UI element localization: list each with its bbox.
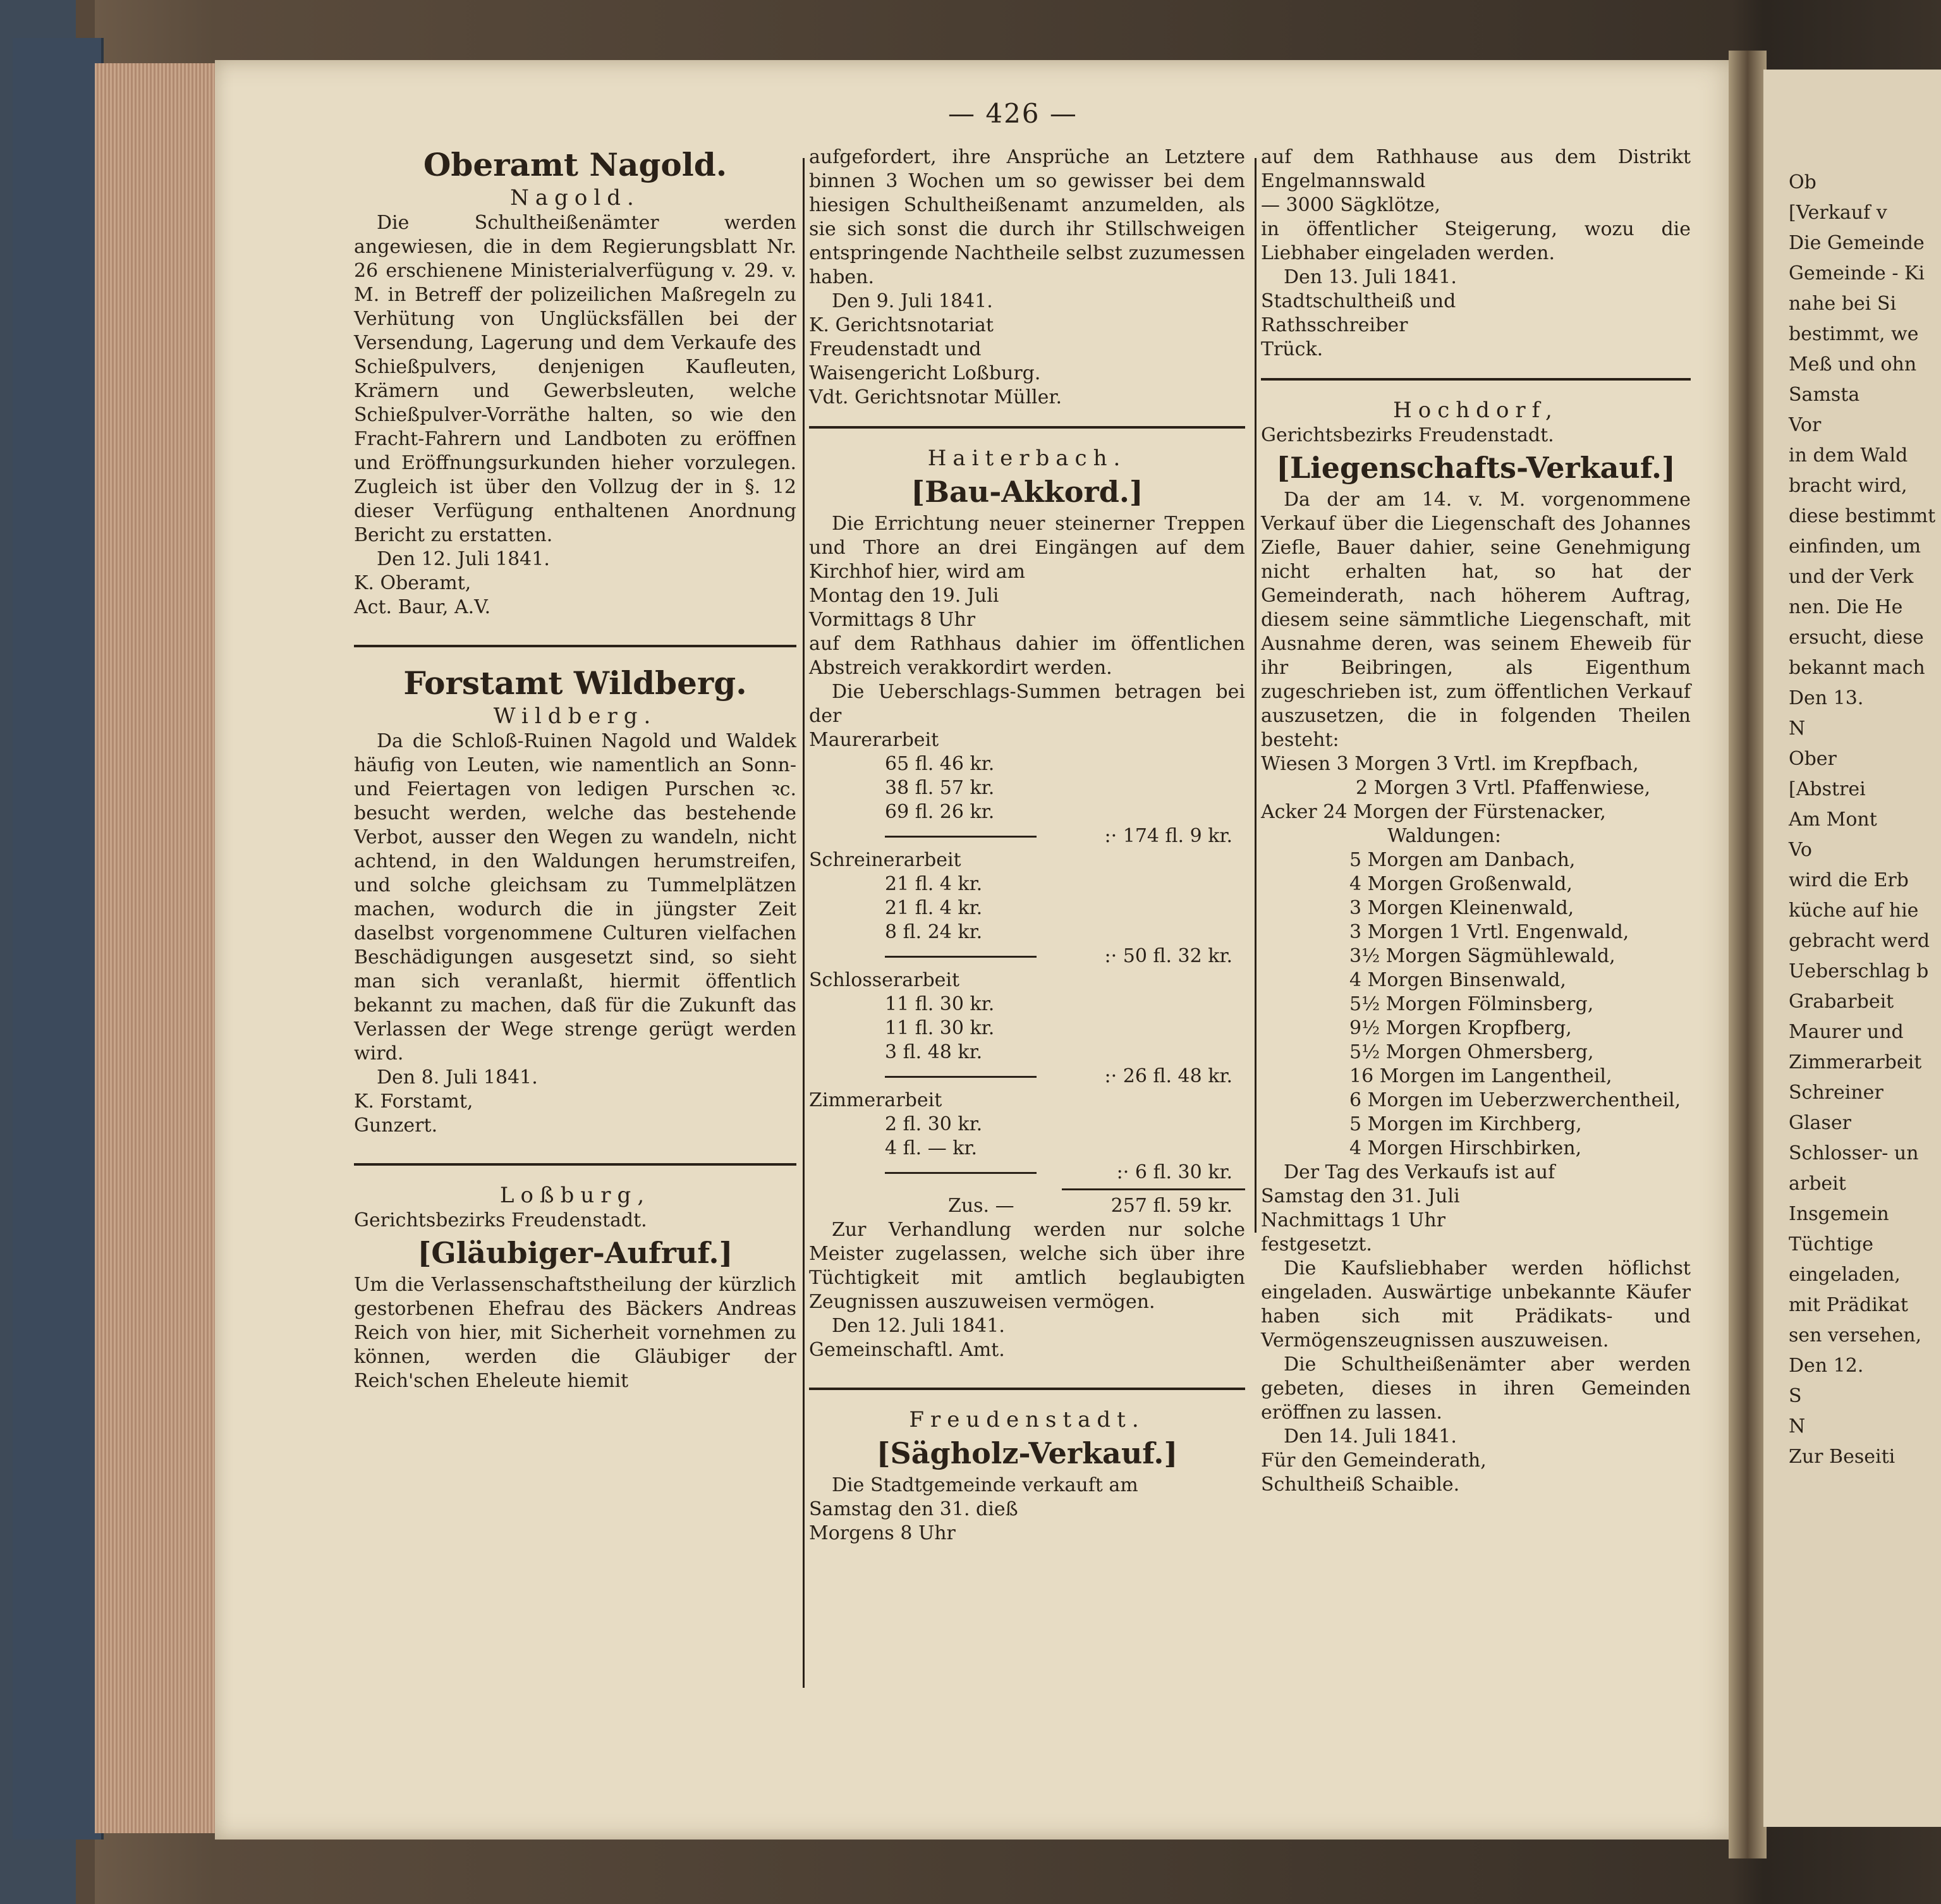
section-district: Gerichtsbezirks Freudenstadt. <box>1261 424 1554 446</box>
property-item: 16 Morgen im Langentheil, <box>1349 1065 1612 1087</box>
page-number: — 426 — <box>948 98 1078 129</box>
property-item: 5½ Morgen Fölminsberg, <box>1349 993 1594 1015</box>
auction-time: Nachmittags 1 Uhr <box>1261 1209 1446 1231</box>
auction-day: Montag den 19. Juli <box>809 585 999 607</box>
cost-item: 69 fl. 26 kr. <box>885 801 995 823</box>
right-page-line: Maurer und <box>1789 1021 1904 1043</box>
section-body: festgesetzt. <box>1261 1233 1372 1255</box>
cost-item: 8 fl. 24 kr. <box>885 921 983 943</box>
auction-day: Samstag den 31. dieß <box>809 1498 1018 1520</box>
right-page-line: Zimmerarbeit <box>1789 1051 1922 1073</box>
property-item: 9½ Morgen Kropfberg, <box>1349 1017 1572 1039</box>
property-item: 5 Morgen im Kirchberg, <box>1349 1113 1582 1135</box>
section-body: auf dem Rathhaus dahier im öffentlichen Abstreich verakkordirt werden. <box>809 633 1245 679</box>
right-page-line: gebracht werd <box>1789 930 1930 952</box>
right-page-line: Den 12. <box>1789 1355 1864 1377</box>
signature-2: Freudenstadt und <box>809 338 982 360</box>
section-title: Oberamt Nagold. <box>423 146 727 183</box>
right-page-line: in dem Wald <box>1789 444 1908 467</box>
property-item: 5 Morgen am Danbach, <box>1349 849 1576 871</box>
section-title: [Liegenschafts-Verkauf.] <box>1276 451 1676 485</box>
cost-group-label: Schreinerarbeit <box>809 849 961 871</box>
right-page-line: einfinden, um <box>1789 535 1921 558</box>
cost-item: 3 fl. 48 kr. <box>885 1041 983 1063</box>
property-item: Waldungen: <box>1387 825 1501 847</box>
total-line <box>885 1172 1037 1174</box>
right-page-line: und der Verk <box>1789 566 1914 588</box>
section-title: [Gläubiger-Aufruf.] <box>417 1236 733 1270</box>
column-2 <box>809 145 1245 1546</box>
right-page-line: Am Mont <box>1789 809 1877 831</box>
signature: Gemeinschaftl. Amt. <box>809 1339 1005 1361</box>
cost-total: :· 6 fl. 30 kr. <box>1116 1161 1232 1183</box>
signature-2: Schultheiß Schaible. <box>1261 1474 1460 1496</box>
right-page-line: Ueberschlag b <box>1789 960 1929 982</box>
continued-text: aufgefordert, ihre Ansprüche an Letztere binnen 3 Wochen um so gewisser bei dem hiesigen Schultheißenamt anzumelden, als sie sich sonst die durch ihr Stillschweigen entspringende Nachtheile selbst zuzumessen haben. <box>809 146 1245 288</box>
right-page-line: ersucht, diese <box>1789 626 1924 649</box>
property-item: 4 Morgen Großenwald, <box>1349 873 1573 895</box>
sum-value: 257 fl. 59 kr. <box>1110 1195 1232 1217</box>
right-page-line: Schreiner <box>1789 1082 1883 1104</box>
right-page-line: Ob <box>1789 171 1816 193</box>
continued-text: in öffentlicher Steigerung, wozu die Liebhaber eingeladen werden. <box>1261 218 1691 264</box>
right-page-line: bracht wird, <box>1789 475 1908 497</box>
cost-total: :· 26 fl. 48 kr. <box>1104 1065 1232 1087</box>
signature-3: Trück. <box>1261 338 1323 360</box>
right-page-line: Vor <box>1789 414 1822 436</box>
total-line <box>885 836 1037 838</box>
cost-groups <box>809 728 1245 1185</box>
cost-total: :· 50 fl. 32 kr. <box>1104 945 1232 967</box>
cost-item: 65 fl. 46 kr. <box>885 753 995 775</box>
property-list <box>1261 752 1691 1161</box>
signature-3: Waisengericht Loßburg. <box>809 362 1041 384</box>
continued-text: auf dem Rathhause aus dem Distrikt Engelmannswald <box>1261 146 1691 192</box>
page-edges <box>95 63 221 1833</box>
right-page-line: [Verkauf v <box>1789 202 1887 224</box>
right-page-line: wird die Erb <box>1789 869 1909 891</box>
section-body: Die Kaufsliebhaber werden höflichst eingeladen. Auswärtige unbekannte Käufer haben sich mit Prädikats- und Vermögenszeugnissen auszuweisen. <box>1261 1257 1691 1352</box>
section-date: Den 12. Juli 1841. <box>832 1315 1005 1337</box>
total-line <box>885 956 1037 958</box>
right-page-line: Schlosser- un <box>1789 1142 1919 1164</box>
right-page <box>1763 70 1941 1827</box>
right-page-text <box>1789 171 1935 1475</box>
section-date: Den 13. Juli 1841. <box>1284 266 1457 288</box>
right-page-line: diese bestimmt <box>1789 505 1936 527</box>
right-page-line: Samsta <box>1789 384 1860 406</box>
auction-time: Morgens 8 Uhr <box>809 1522 956 1544</box>
section-body: Die Errichtung neuer steinerner Treppen und Thore an drei Eingängen auf dem Kirchhof hier, wird am <box>809 513 1245 583</box>
cost-total-row <box>809 1161 1245 1185</box>
signature-1: K. Oberamt, <box>354 572 472 594</box>
right-page-line: [Abstrei <box>1789 778 1866 800</box>
property-item: 4 Morgen Binsenwald, <box>1349 969 1566 991</box>
section-body: Der Tag des Verkaufs ist auf <box>1284 1161 1555 1183</box>
cost-item: 38 fl. 57 kr. <box>885 777 995 799</box>
section-title: [Bau-Akkord.] <box>911 475 1143 509</box>
section-date: Den 8. Juli 1841. <box>377 1066 538 1089</box>
signature-2: Gunzert. <box>354 1114 438 1137</box>
cost-total-row <box>809 1065 1245 1089</box>
right-page-line: nen. Die He <box>1789 596 1903 618</box>
property-item: 2 Morgen 3 Vrtl. Pfaffenwiese, <box>1356 777 1651 799</box>
section-place: Loßburg, <box>499 1183 651 1208</box>
cost-total-row <box>809 944 1245 968</box>
right-page-line: N <box>1789 1415 1806 1437</box>
column-rule <box>803 158 805 1688</box>
right-page-line: N <box>1789 717 1806 740</box>
cost-total: :· 174 fl. 9 kr. <box>1104 825 1232 847</box>
section-place: Nagold. <box>510 185 640 211</box>
section-title: Forstamt Wildberg. <box>403 664 747 702</box>
signature-1: K. Gerichtsnotariat <box>809 314 994 336</box>
book-cover <box>13 38 104 1840</box>
section-separator <box>354 1163 796 1166</box>
section-place: Haiterbach. <box>927 446 1127 471</box>
right-page-line: Gemeinde - Ki <box>1789 262 1925 284</box>
property-item: Acker 24 Morgen der Fürstenacker, <box>1261 801 1606 823</box>
sum-label: Zus. — <box>948 1195 1014 1217</box>
property-item: 3 Morgen Kleinenwald, <box>1349 897 1574 919</box>
right-page-line: nahe bei Si <box>1789 293 1897 315</box>
section-date: Den 9. Juli 1841. <box>832 290 993 312</box>
section-place: Hochdorf, <box>1393 398 1559 423</box>
property-item: Wiesen 3 Morgen 3 Vrtl. im Krepfbach, <box>1261 753 1639 775</box>
column-rule <box>1255 158 1256 1233</box>
section-district: Gerichtsbezirks Freudenstadt. <box>354 1209 647 1231</box>
section-place: Freudenstadt. <box>909 1407 1145 1432</box>
cost-item: 11 fl. 30 kr. <box>885 1017 995 1039</box>
signature-1: K. Forstamt, <box>354 1090 473 1113</box>
cost-item: 4 fl. — kr. <box>885 1137 978 1159</box>
section-body: Da die Schloß-Ruinen Nagold und Waldek häufig von Leuten, wie namentlich an Sonn- und Feiertagen von ledigen Purschen ꝛc. besucht werden, welche das bestehende Verbot, ausser den Wegen zu wandeln, nicht achtend, in den Waldungen herumstreifen, und solche gleichsam zu Tummelplätzen machen, wodurch die in jüngster Zeit daselbst vorgenommene Culturen vielfachen Beschädigungen ausgesetzt sind, so sieht man sich veranlaßt, hiermit öffentlich bekannt zu machen, daß für die Zukunft das Verlassen der Wege strenge gerügt werden wird. <box>354 730 796 1065</box>
signature-1: Stadtschultheiß und <box>1261 290 1456 312</box>
section-separator <box>354 645 796 647</box>
column-1 <box>354 145 796 1393</box>
cost-item: 21 fl. 4 kr. <box>885 873 983 895</box>
section-separator <box>809 1388 1245 1390</box>
total-rule <box>1062 1188 1245 1190</box>
right-page-line: sen versehen, <box>1789 1324 1922 1346</box>
right-page-line: mit Prädikat <box>1789 1294 1908 1316</box>
right-page-line: S <box>1789 1385 1802 1407</box>
section-title: [Sägholz-Verkauf.] <box>876 1436 1178 1470</box>
cost-item: 11 fl. 30 kr. <box>885 993 995 1015</box>
section-body: Da der am 14. v. M. vorgenommene Verkauf über die Liegenschaft des Johannes Ziefle, Bauer dahier, seine Genehmigung nicht erhalten hat, so hat der Gemeinderath, nach höherem Auftrag, diesem seine sämmtliche Liegenschaft, mit Ausnahme deren, was seinem Eheweib für ihr Beibringen, als Eigenthum zugeschrieben ist, zum öffentlichen Verkauf auszusetzen, die in folgenden Theilen besteht: <box>1261 489 1691 751</box>
right-page-line: Ober <box>1789 748 1837 770</box>
property-item: 4 Morgen Hirschbirken, <box>1349 1137 1582 1159</box>
cost-group-label: Zimmerarbeit <box>809 1089 942 1111</box>
section-date: Den 14. Juli 1841. <box>1284 1425 1457 1448</box>
signature-4: Vdt. Gerichtsnotar Müller. <box>809 386 1062 408</box>
section-date: Den 12. Juli 1841. <box>377 548 550 570</box>
sale-item: — 3000 Sägklötze, <box>1261 194 1441 216</box>
section-body: Um die Verlassenschaftstheilung der kürzlich gestorbenen Ehefrau des Bäckers Andreas Reich von hier, mit Sicherheit vornehmen zu können, werden die Gläubiger der Reich'schen Eheleute hiemit <box>354 1274 796 1392</box>
auction-time: Vormittags 8 Uhr <box>809 609 976 631</box>
section-body: Die Ueberschlags-Summen betragen bei der <box>809 681 1245 727</box>
section-body: Die Schultheißenämter aber werden gebeten, dieses in ihren Gemeinden eröffnen zu lassen. <box>1261 1353 1691 1424</box>
section-body: Zur Verhandlung werden nur solche Meister zugelassen, welche sich über ihre Tüchtigkeit mit amtlich beglaubigten Zeugnissen auszuweisen vermögen. <box>809 1219 1245 1313</box>
section-separator <box>1261 378 1691 381</box>
right-page-line: eingeladen, <box>1789 1264 1901 1286</box>
right-page-line: Den 13. <box>1789 687 1864 709</box>
cost-item: 21 fl. 4 kr. <box>885 897 983 919</box>
property-item: 5½ Morgen Ohmersberg, <box>1349 1041 1594 1063</box>
cost-group-label: Schlosserarbeit <box>809 969 960 991</box>
section-body: Die Schultheißenämter werden angewiesen, die in dem Regierungsblatt Nr. 26 erschienene Ministerialverfügung v. 29. v. M. in Betreff der polizeilichen Maßregeln zu Verhütung von Unglücksfällen bei der Versendung, Lagerung und dem Verkaufe des Schießpulvers, denjenigen Kaufleuten, Krämern und Gewerbsleuten, welche Schießpulver-Vorräthe halten, so wie den Fracht-Fahrern und Landboten zu eröffnen und Eröffnungsurkunden hieher vorzulegen. Zugleich ist über den Vollzug der in §. 12 dieser Verfügung enthaltenen Anordnung Bericht zu erstatten. <box>354 212 796 546</box>
signature-1: Für den Gemeinderath, <box>1261 1449 1487 1472</box>
right-page-line: küche auf hie <box>1789 900 1919 922</box>
signature-2: Act. Baur, A.V. <box>354 596 491 618</box>
section-body: Die Stadtgemeinde verkauft am <box>832 1474 1138 1496</box>
section-place: Wildberg. <box>493 704 657 729</box>
auction-day: Samstag den 31. Juli <box>1261 1185 1460 1207</box>
right-page-line: arbeit <box>1789 1173 1846 1195</box>
property-item: 6 Morgen im Ueberzwerchentheil, <box>1349 1089 1681 1111</box>
cost-item: 2 fl. 30 kr. <box>885 1113 983 1135</box>
cost-total-row <box>809 824 1245 848</box>
signature-2: Rathsschreiber <box>1261 314 1408 336</box>
right-page-line: Die Gemeinde <box>1789 232 1925 254</box>
right-page-line: bestimmt, we <box>1789 323 1919 345</box>
right-page-line: Glaser <box>1789 1112 1851 1134</box>
cost-group-label: Maurerarbeit <box>809 729 939 751</box>
right-page-line: Zur Beseiti <box>1789 1446 1895 1468</box>
right-page-line: Insgemein <box>1789 1203 1889 1225</box>
property-item: 3½ Morgen Sägmühlewald, <box>1349 945 1615 967</box>
total-line <box>885 1076 1037 1078</box>
column-3 <box>1261 145 1691 1497</box>
right-page-line: Vo <box>1789 839 1812 861</box>
right-page-line: bekannt mach <box>1789 657 1925 679</box>
right-page-line: Tüchtige <box>1789 1233 1874 1255</box>
right-page-line: Grabarbeit <box>1789 991 1894 1013</box>
section-separator <box>809 426 1245 429</box>
right-page-line: Meß und ohn <box>1789 353 1917 375</box>
book-gutter <box>1729 51 1767 1858</box>
property-item: 3 Morgen 1 Vrtl. Engenwald, <box>1349 921 1629 943</box>
